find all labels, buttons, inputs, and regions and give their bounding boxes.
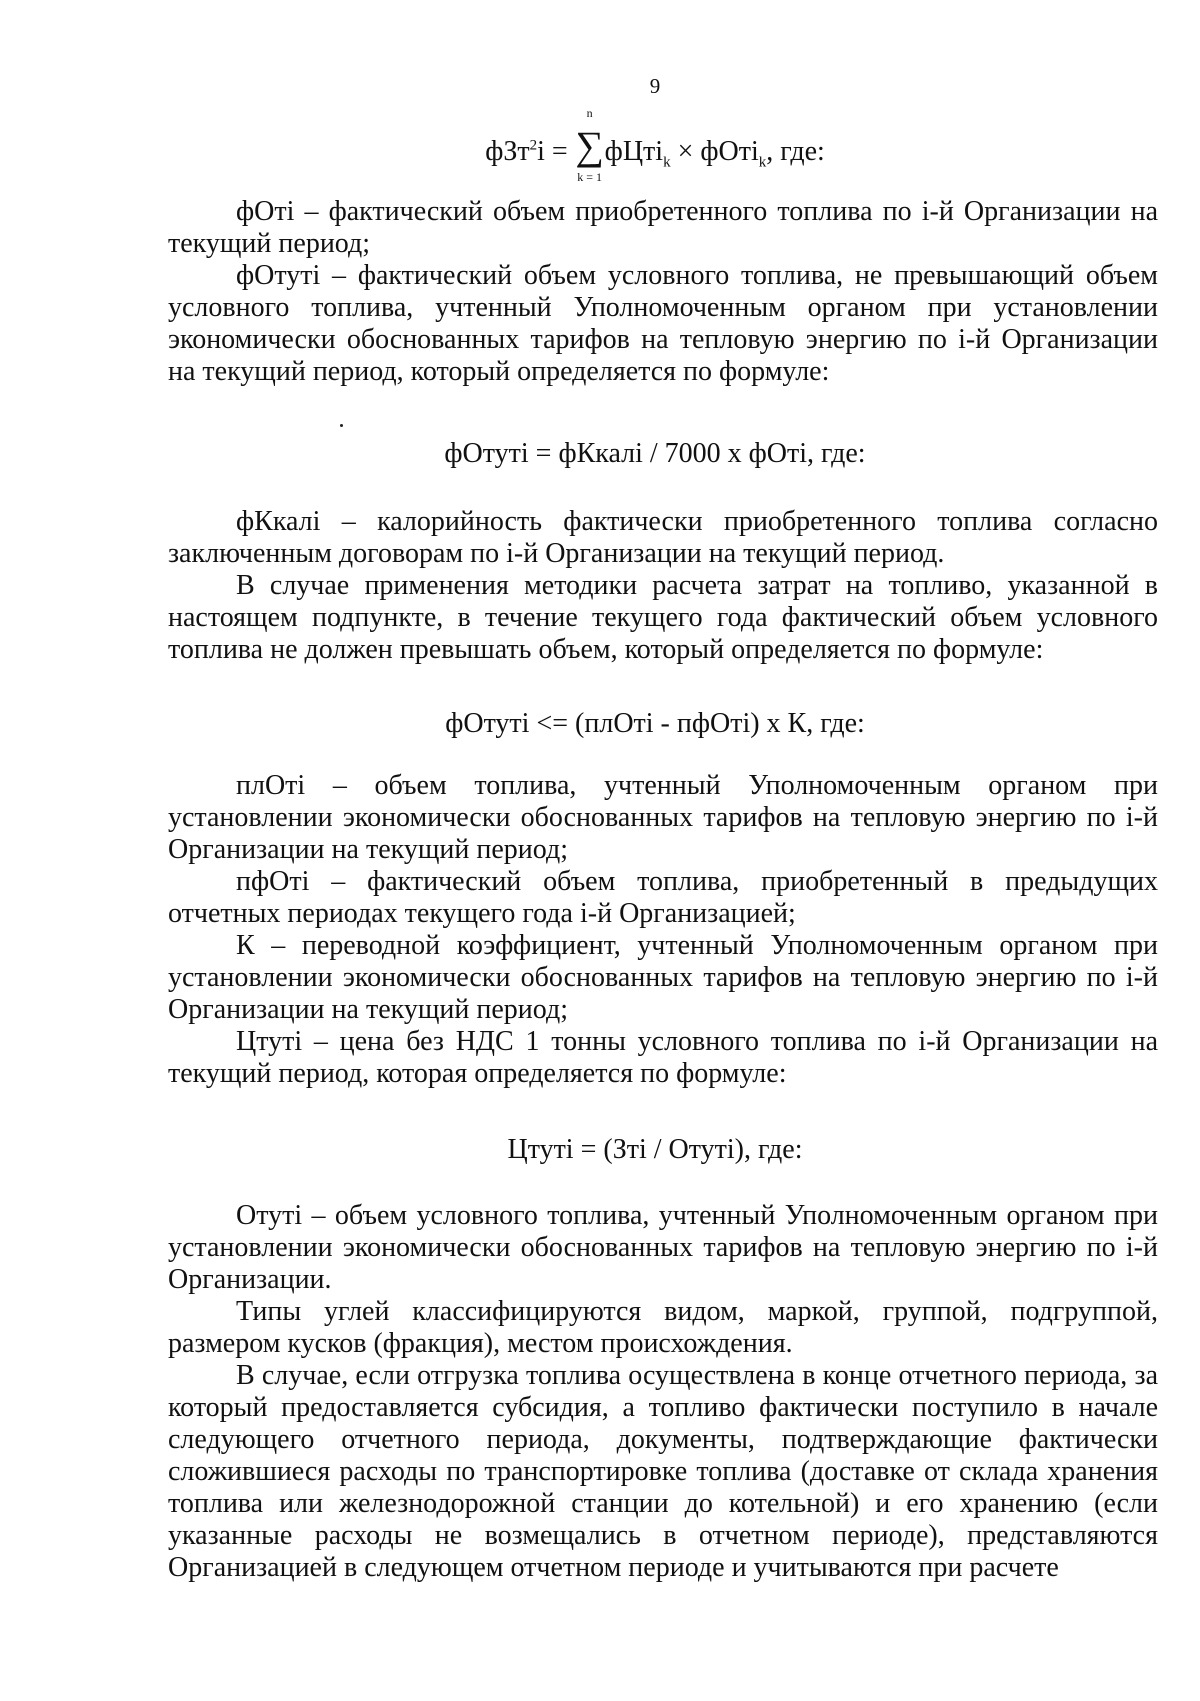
page-number: 9 xyxy=(649,74,661,98)
paragraph: В случае применения методики расчета затрат на топливо, указанной в настоящем подпункте, в течение текущего года фактический объем условного топлива не должен превышать объем, который определяется по формуле: xyxy=(168,570,1158,665)
formula-lhs: фЗт xyxy=(485,136,530,167)
paragraph: Цтутi – цена без НДС 1 тонны условного топлива по i-й Организации на текущий период, которая определяется по формуле: xyxy=(168,1026,1158,1089)
formula-term-volume-sub: k xyxy=(758,154,767,171)
formula-fuel-cost-sum xyxy=(0,106,1200,198)
paragraph: Типы углей классифицируются видом, маркой, группой, подгруппой, размером кусков (фракция), местом происхождения. xyxy=(168,1296,1158,1359)
paragraph: фОтутi – фактический объем условного топлива, не превышающий объем условного топлива, учтенный Уполномоченным органом при установлении экономически обоснованных тарифов на тепловую энергию по i-й Организации на текущий период, который определяется по формуле: xyxy=(168,260,1158,387)
definitions-block-2 xyxy=(168,506,1158,666)
paragraph: пфОтi – фактический объем топлива, приобретенный в предыдущих отчетных периодах текущего года i-й Организацией; xyxy=(168,866,1158,929)
formula-times: × xyxy=(677,136,694,167)
formula-conventional-fuel-price: Цтутi = (Зтi / Отутi), где: xyxy=(507,1134,803,1165)
sigma-upper-limit: n xyxy=(586,106,593,120)
sigma-icon: ∑ xyxy=(575,123,604,168)
sigma-lower-limit: k = 1 xyxy=(577,170,603,184)
paragraph: плОтi – объем топлива, учтенный Уполномоченным органом при установлении экономически обоснованных тарифов на тепловую энергию по i-й Организации на текущий период; xyxy=(168,770,1158,865)
formula-term-price-sub: k xyxy=(663,154,671,171)
definitions-block-3 xyxy=(168,770,1158,1090)
paragraph: К – переводной коэффициент, учтенный Уполномоченным органом при установлении экономически обоснованных тарифов на тепловую энергию по i-й Организации на текущий период; xyxy=(168,930,1158,1025)
paragraph: фКкалi – калорийность фактически приобретенного топлива согласно заключенным договорам по i-й Организации на текущий период. xyxy=(168,506,1158,569)
formula-volume-limit: фОтутi <= (плОтi - пфОтi) x К, где: xyxy=(445,708,865,739)
paragraph: Отутi – объем условного топлива, учтенный Уполномоченным органом при установлении экономически обоснованных тарифов на тепловую энергию по i-й Организации. xyxy=(168,1200,1158,1295)
formula-conventional-fuel: фОтутi = фКкалi / 7000 x фОтi, где: xyxy=(444,438,866,469)
formula-term-volume: фОтi xyxy=(700,136,759,167)
definitions-block-1 xyxy=(168,196,1158,388)
sigma-symbol-group xyxy=(575,106,605,184)
formula-sum-expression xyxy=(485,106,825,184)
definitions-block-4 xyxy=(168,1200,1158,1584)
paragraph: В случае, если отгрузка топлива осуществлена в конце отчетного периода, за который предоставляется субсидия, а топливо фактически поступило в начале следующего отчетного периода, документы, подтверждающие фактически сложившиеся расходы по транспортировке топлива (доставке от склада хранения топлива или железнодорожной станции до котельной) и его хранению (если указанные расходы не возмещались в отчетном периоде), представляются Организацией в следующем отчетном периоде и учитываются при расчете xyxy=(168,1360,1158,1583)
formula-term-price: фЦтi xyxy=(604,136,664,167)
formula-tail: , где: xyxy=(766,136,825,167)
formula-lhs-tail: i = xyxy=(537,136,568,167)
formula-lhs-sup: 2 xyxy=(529,137,538,154)
scan-speck xyxy=(340,424,343,427)
paragraph: фОтi – фактический объем приобретенного топлива по i-й Организации на текущий период; xyxy=(168,196,1158,259)
